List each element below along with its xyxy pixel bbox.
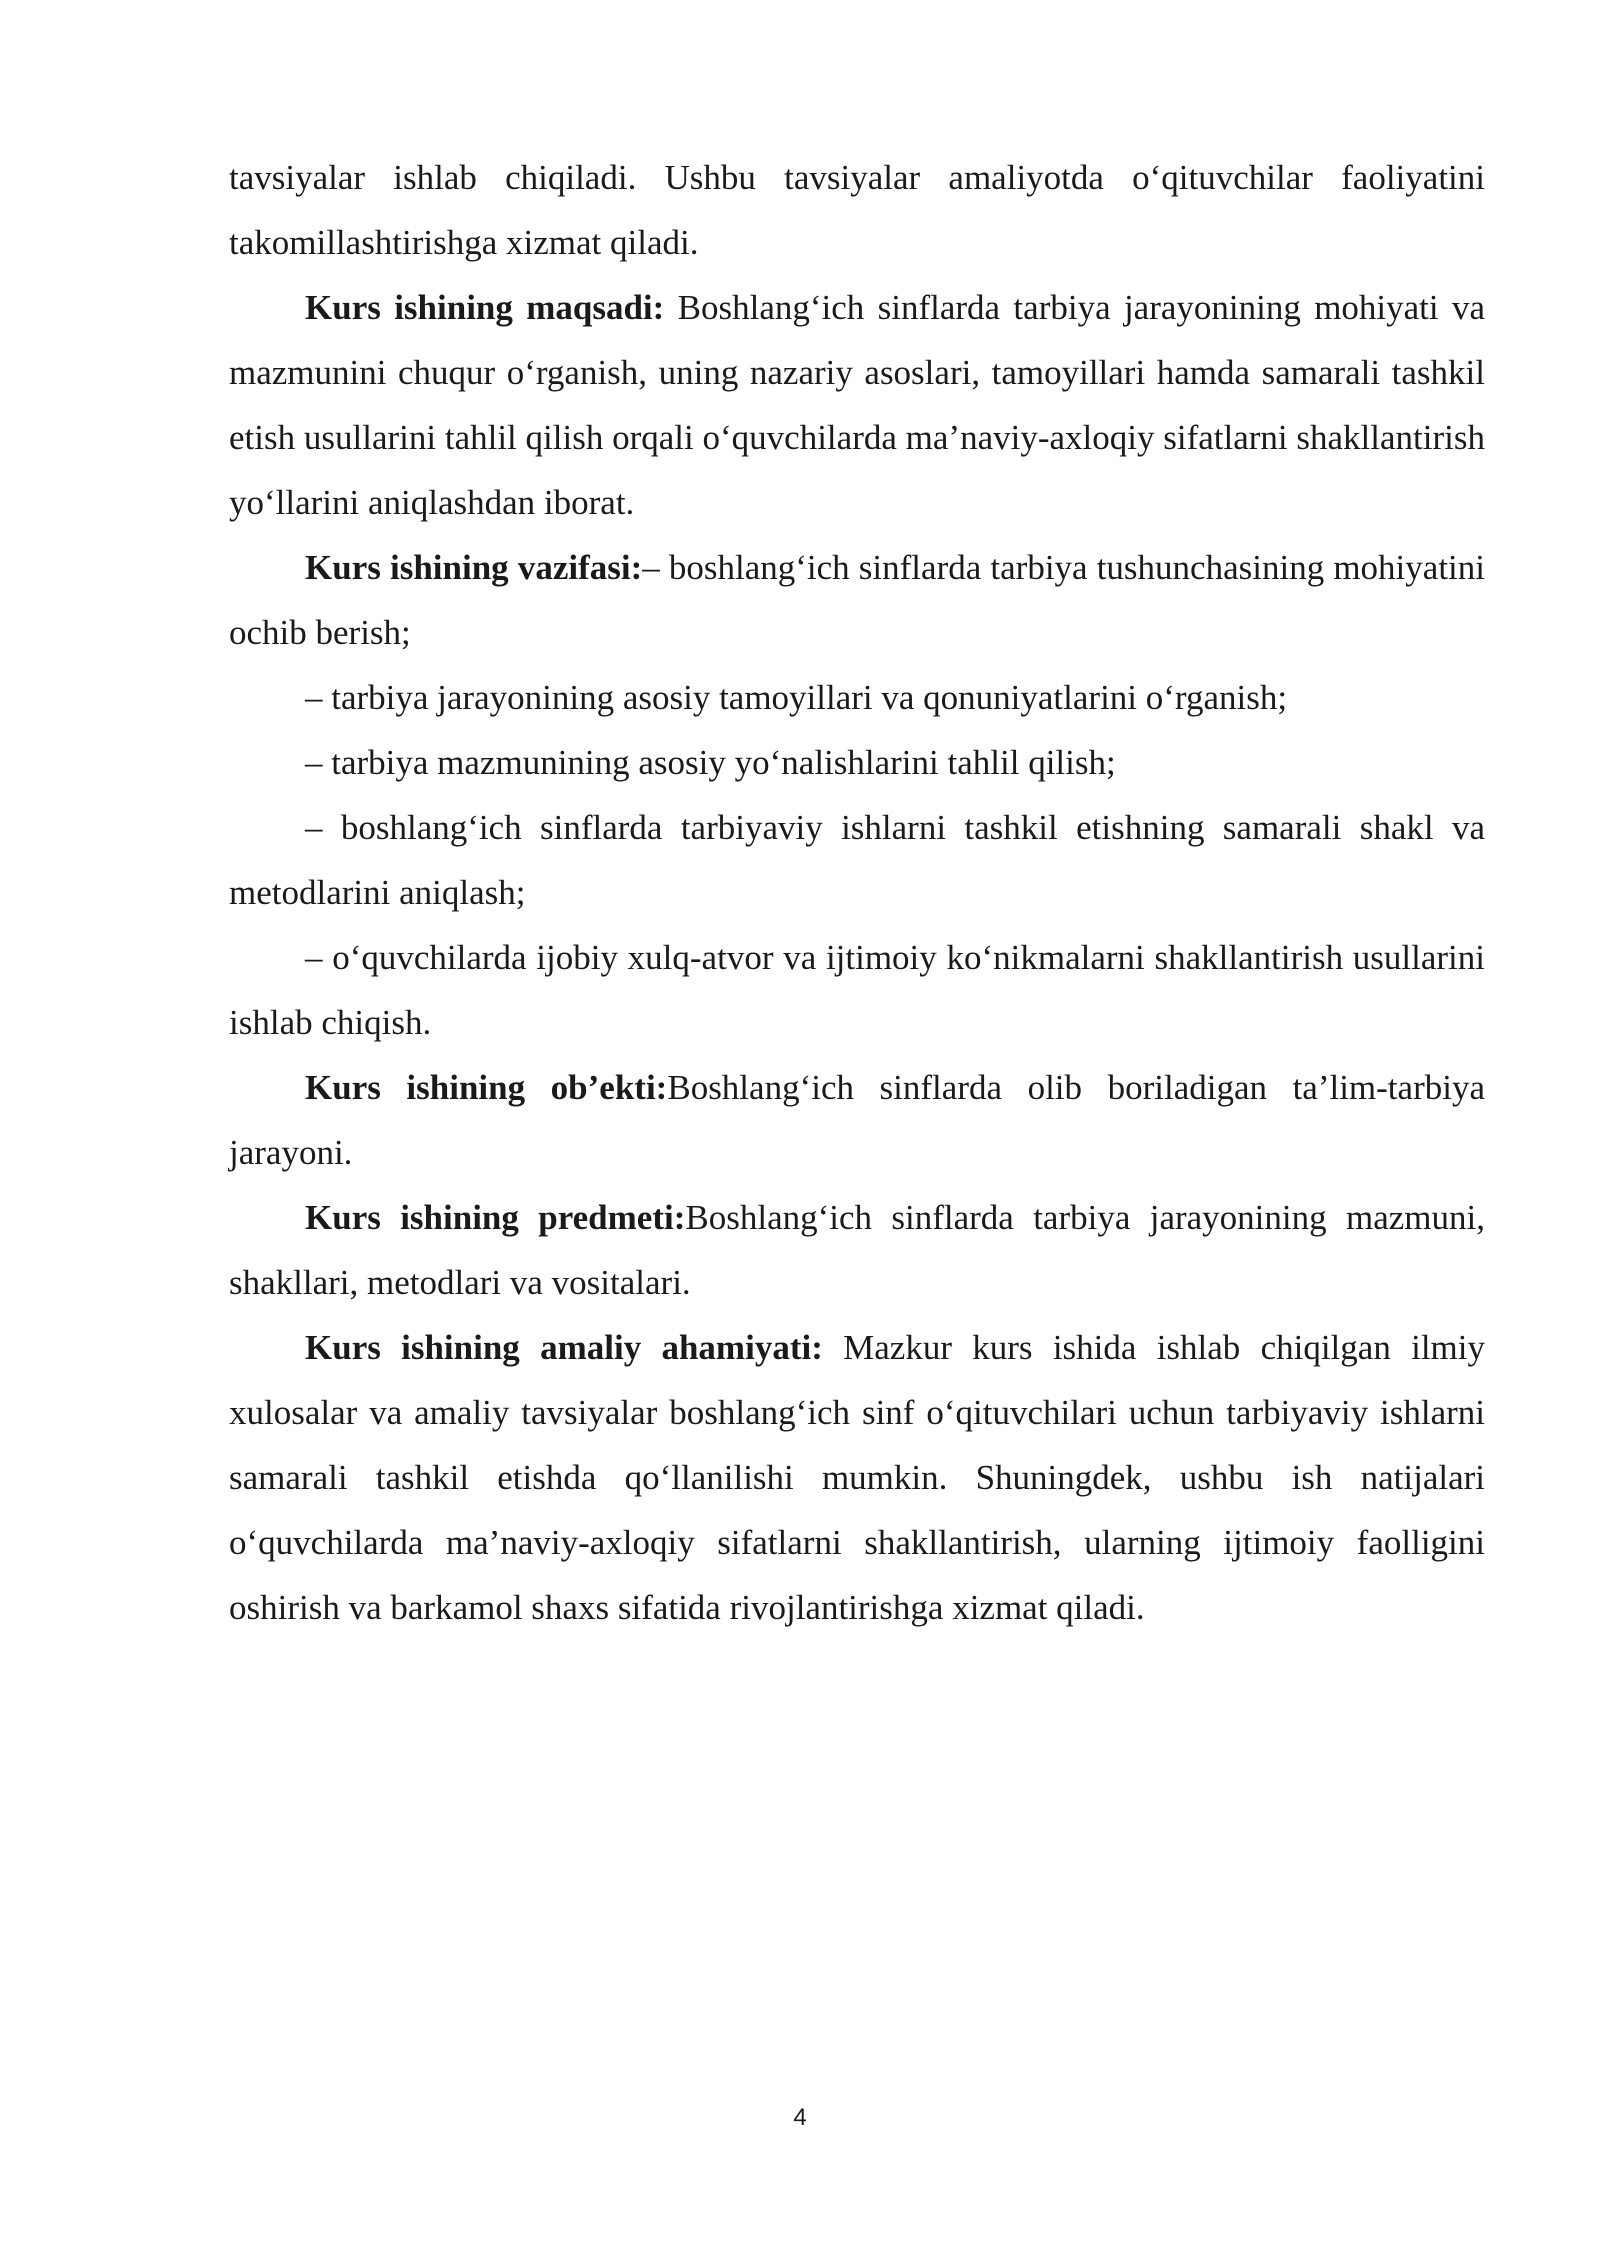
paragraph-goal: [229, 275, 1485, 535]
page-number: 4: [793, 2104, 807, 2131]
paragraph-text: – tarbiya jarayonining asosiy tamoyillari va qonuniyatlarini o‘rganish;: [305, 678, 1288, 717]
task-item: [229, 665, 1485, 730]
task-item: [229, 925, 1485, 1055]
paragraph-text: Boshlang‘ich sinflarda tarbiya jarayonining mohiyati va mazmunini chuqur o‘rganish, uning nazariy asoslari, tamoyillari hamda samarali tashkil etish usullarini tahlil qilish orqali o‘quvchilarda ma’naviy-axloqiy sifatlarni shakllantirish yo‘llarini aniqlashdan iborat.: [229, 288, 1485, 522]
task-item: [229, 795, 1485, 925]
body-text: [229, 145, 1485, 1640]
paragraph-tasks: [229, 535, 1485, 665]
paragraph-lead: Kurs ishining maqsadi:: [305, 288, 665, 327]
paragraph-lead: Kurs ishining vazifasi:: [305, 548, 643, 587]
paragraph-continuation: [229, 145, 1485, 275]
paragraph-text: Boshlang‘ich sinflarda olib boriladigan ta’lim-tarbiya jarayoni.: [229, 1068, 1485, 1172]
paragraph-text: Mazkur kurs ishida ishlab chiqilgan ilmiy xulosalar va amaliy tavsiyalar boshlang‘ich sinf o‘qituvchilari uchun tarbiyaviy ishlarni samarali tashkil etishda qo‘llanilishi mumkin. Shuningdek, ushbu ish natijalari o‘quvchilarda ma’naviy-axloqiy sifatlarni shakllantirish, ularning ijtimoiy faolligini oshirish va barkamol shaxs sifatida rivojlantirishga xizmat qiladi.: [229, 1328, 1485, 1627]
task-item: [229, 730, 1485, 795]
paragraph-text: – o‘quvchilarda ijobiy xulq-atvor va ijtimoiy ko‘nikmalarni shakllantirish usullarini ishlab chiqish.: [229, 938, 1485, 1042]
paragraph-lead: Kurs ishining predmeti:: [305, 1198, 686, 1237]
paragraph-text: – boshlang‘ich sinflarda tarbiyaviy ishlarni tashkil etishning samarali shakl va metodlarini aniqlash;: [229, 808, 1485, 912]
paragraph-text: tavsiyalar ishlab chiqiladi. Ushbu tavsiyalar amaliyotda o‘qituvchilar faoliyatini takomillashtirishga xizmat qiladi.: [229, 158, 1485, 262]
paragraph-object: [229, 1055, 1485, 1185]
paragraph-lead: Kurs ishining ob’ekti:: [305, 1068, 668, 1107]
paragraph-practical-significance: [229, 1315, 1485, 1640]
paragraph-text: – tarbiya mazmunining asosiy yo‘nalishlarini tahlil qilish;: [305, 743, 1116, 782]
paragraph-text: – boshlang‘ich sinflarda tarbiya tushunchasining mohiyatini ochib berish;: [229, 548, 1485, 652]
paragraph-text: Boshlang‘ich sinflarda tarbiya jarayonining mazmuni, shakllari, metodlari va vositalari.: [229, 1198, 1485, 1302]
paragraph-lead: Kurs ishining amaliy ahamiyati:: [305, 1328, 823, 1367]
paragraph-subject: [229, 1185, 1485, 1315]
